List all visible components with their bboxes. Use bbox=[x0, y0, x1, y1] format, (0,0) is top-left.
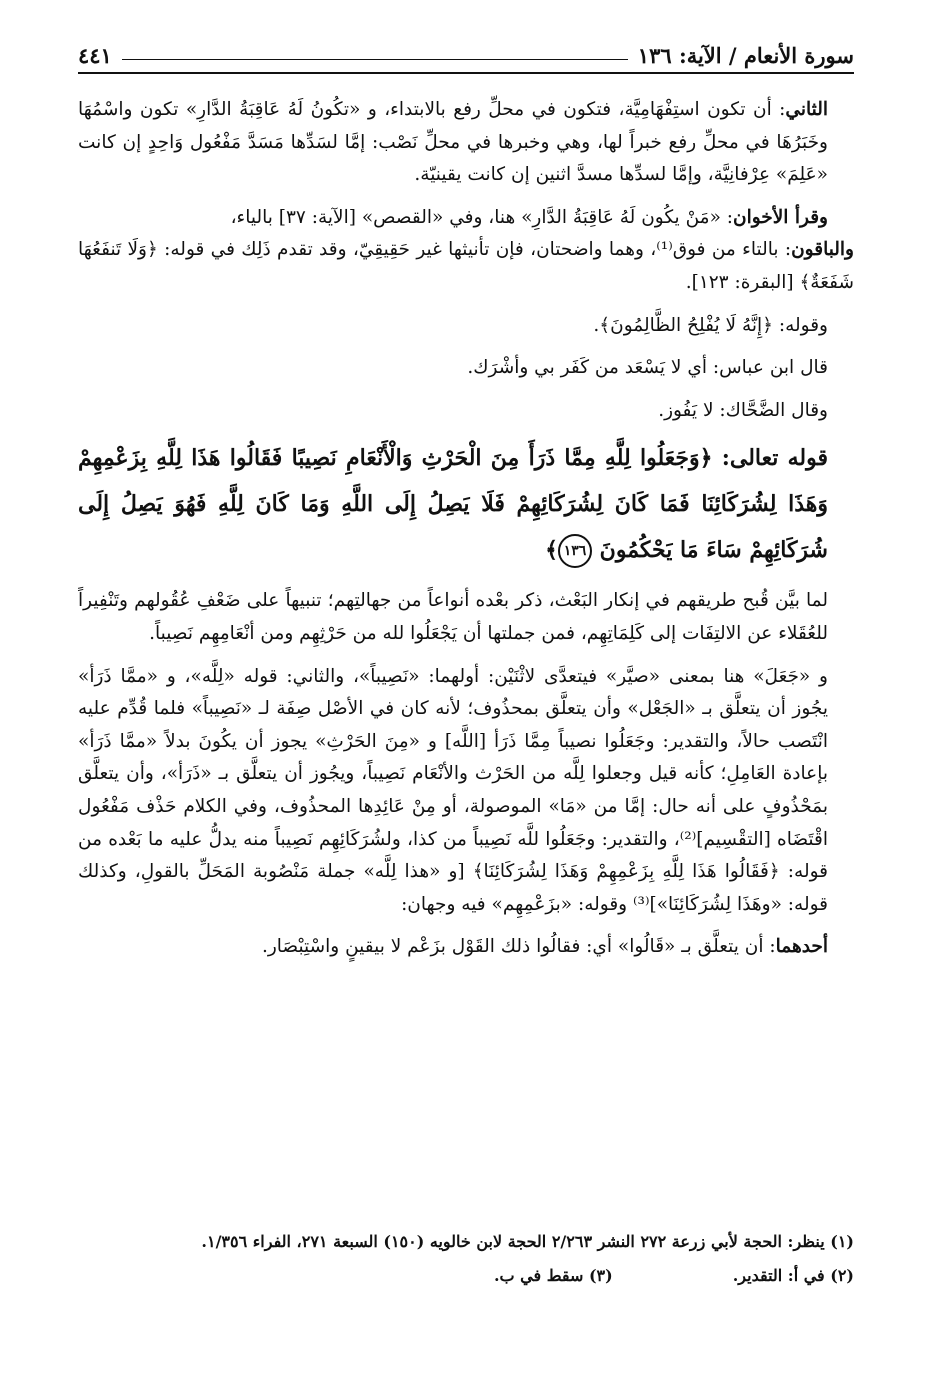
page-header bbox=[78, 28, 854, 74]
paragraph-quote: وقوله: ﴿إِنَّهُ لَا يُفْلِحُ الظَّالِمُونَ﴾. bbox=[593, 314, 828, 336]
footnote-3: (٣) سقط في ب. bbox=[493, 1266, 613, 1285]
paragraph-brothers bbox=[78, 202, 854, 235]
footnote-row bbox=[78, 1259, 854, 1293]
header-rule bbox=[122, 59, 628, 60]
commentary-grammar: و «جَعَلَ» هنا بمعنى «صيَّر» فيتعدَّى لاثْنَيْن: أولهما: «نَصِيباً»، والثاني: قوله «لِلَّه»، و «ممَّا ذَرَأ» يجُوز أن يتعلَّق بـ «الجَعْل» وأن يتعلَّق بمحذُوف؛ لأنه كان في الأصْل صِفَة لـ «نَصِيباً» فلما قُدِّم عليه انْتَصب حالاً، والتقدير: وجَعَلُوا نصيباً مِمَّا ذَرَأ [اللَّه] و «مِنَ الحَرْثِ» يجوز أن يكُونَ بدلاً «ممَّا ذَرَأ» بإعادة العَامِلِ؛ كأنه قيل وجعلوا لِلَّه من الحَرْث والأنْعَام نَصِيباً، ويجُوز أن يتعلَّق بـ «ذَرَأ»، وأن يتعلَّق بمَحْذُوفٍ على أنه حال: إمَّا من «مَا» الموصولة، أو مِنْ عَائِدِها المحذُوف، وفي الكلام حَذْف مَفْعُول اقْتَضَاه [التقْسِيم]⁽²⁾، والتقدير: وجَعَلُوا للَّه نَصِيباً من كذا، ولشُرَكَائِهِم نَصِيباً منه يدلُّ عليه ما بَعْده من قوله: ﴿فَقَالُوا هَذَا لِلَّهِ بِزَعْمِهِمْ وَهَذَا لِشُرَكَائِنَا﴾ [و «هذا لِلَّه» جملة مَنْصُوبة المَحَلِّ بالقولِ، وكذلك قوله: «وهَذَا لِشُرَكَائِنَا»]⁽³⁾ وقوله: «بزَعْمِهِم» فيه وجهان: bbox=[78, 665, 828, 915]
paragraph-second bbox=[78, 94, 854, 192]
footnote-2: (٢) في أ: التقدير. bbox=[732, 1266, 854, 1285]
page-number: ٤٤١ bbox=[78, 43, 112, 68]
paragraph-text: : أن تكون استِفْهَامِيَّة، فتكون في محلِّ رفع بالابتداء، و «تكُونُ لَهُ عَاقِبَةُ الدَّارِ» تكون واسْمُهَا وخَبَرُهَا في محلِّ رفع خبراً لها، وهي وخبرها في محلِّ نَصْب: إمَّا لسَدِّها مَسَدَّ مَفْعُول وَاحِدٍ إن كانت «عَلِمَ» عِرْفانِيَّة، وإمَّا لسدِّها مسدَّ اثنين إن كانت يقينيّة. bbox=[78, 99, 828, 186]
paragraph-text: : «مَنْ يكُون لَهُ عَاقِبَةُ الدَّارِ» هنا، وفي «القصص» [الآية: ٣٧] بالياء، bbox=[230, 206, 734, 228]
ayah-number-marker: ١٣٦ bbox=[558, 534, 592, 568]
term-lead: الثاني bbox=[785, 99, 828, 120]
verse-text: قوله تعالى: ﴿وَجَعَلُوا لِلَّهِ مِمَّا ذَرَأَ مِنَ الْحَرْثِ وَالْأَنْعَامِ نَصِيبًا فَقَالُوا هَذَا لِلَّهِ بِزَعْمِهِمْ وَهَذَا لِشُرَكَائِنَا فَمَا كَانَ لِشُرَكَائِهِمْ فَلَا يَصِلُ إِلَى اللَّهِ وَمَا كَانَ لِلَّهِ فَهُوَ يَصِلُ إِلَى شُرَكَائِهِمْ سَاءَ مَا يَحْكُمُونَ bbox=[78, 445, 828, 564]
paragraph-text: : بالتاء من فوق⁽¹⁾، وهما واضحتان، فإن تأنيثها غير حَقِيقِيّ، وقد تقدم ذَلِك في قوله: ﴿وَلَا تَنفَعُهَا شَفَعَةٌ﴾ [البقرة: ١٢٣]. bbox=[78, 239, 854, 293]
footnote-1: (١) ينظر: الحجة لأبي زرعة ٢٧٢ النشر ٢/٢٦٣ الحجة لابن خالويه (١٥٠) السبعة ٢٧١، الفراء ١/٣٥٦. bbox=[201, 1232, 854, 1251]
footnotes bbox=[78, 1225, 854, 1293]
verse-close: ﴾ bbox=[545, 537, 558, 564]
paragraph-others bbox=[78, 234, 854, 299]
quran-verse bbox=[78, 435, 854, 573]
term-lead: أحدهما bbox=[775, 936, 828, 958]
term-lead: وقرأ الأخوان bbox=[733, 206, 828, 228]
commentary-intro: لما بيَّن قُبح طريقهم في إنكار البَعْث، ذكر بعْده أنواعاً من جهالتِهم؛ تنبيهاً على ضَعْفِ عُقُولهم وتَنْفِيراً للعُقَلاء عن الالتِفَات إلى كَلِمَاتِهِم، فمن جملتها أن يَجْعَلُوا لله من حَرْثِهِم ومن أنْعَامِهِم نَصِيباً. bbox=[78, 590, 828, 644]
commentary-first-aspect bbox=[78, 931, 854, 964]
surah-title: سورة الأنعام / الآية: ١٣٦ bbox=[637, 43, 854, 68]
paragraph-ibn-abbas: قال ابن عباس: أي لا يَسْعَد من كَفَر بي وأشْرَك. bbox=[467, 357, 828, 379]
paragraph-dahhak: وقال الضَّحَّاك: لا يَفُوز. bbox=[658, 399, 828, 421]
page-body bbox=[78, 94, 854, 964]
paragraph-text: : أن يتعلَّق بـ «قَالُوا» أي: فقالُوا ذلك القَوْل بزَعْم لا بيقينٍ واسْتِبْصَار. bbox=[261, 936, 776, 958]
term-lead: والباقون bbox=[791, 239, 854, 261]
